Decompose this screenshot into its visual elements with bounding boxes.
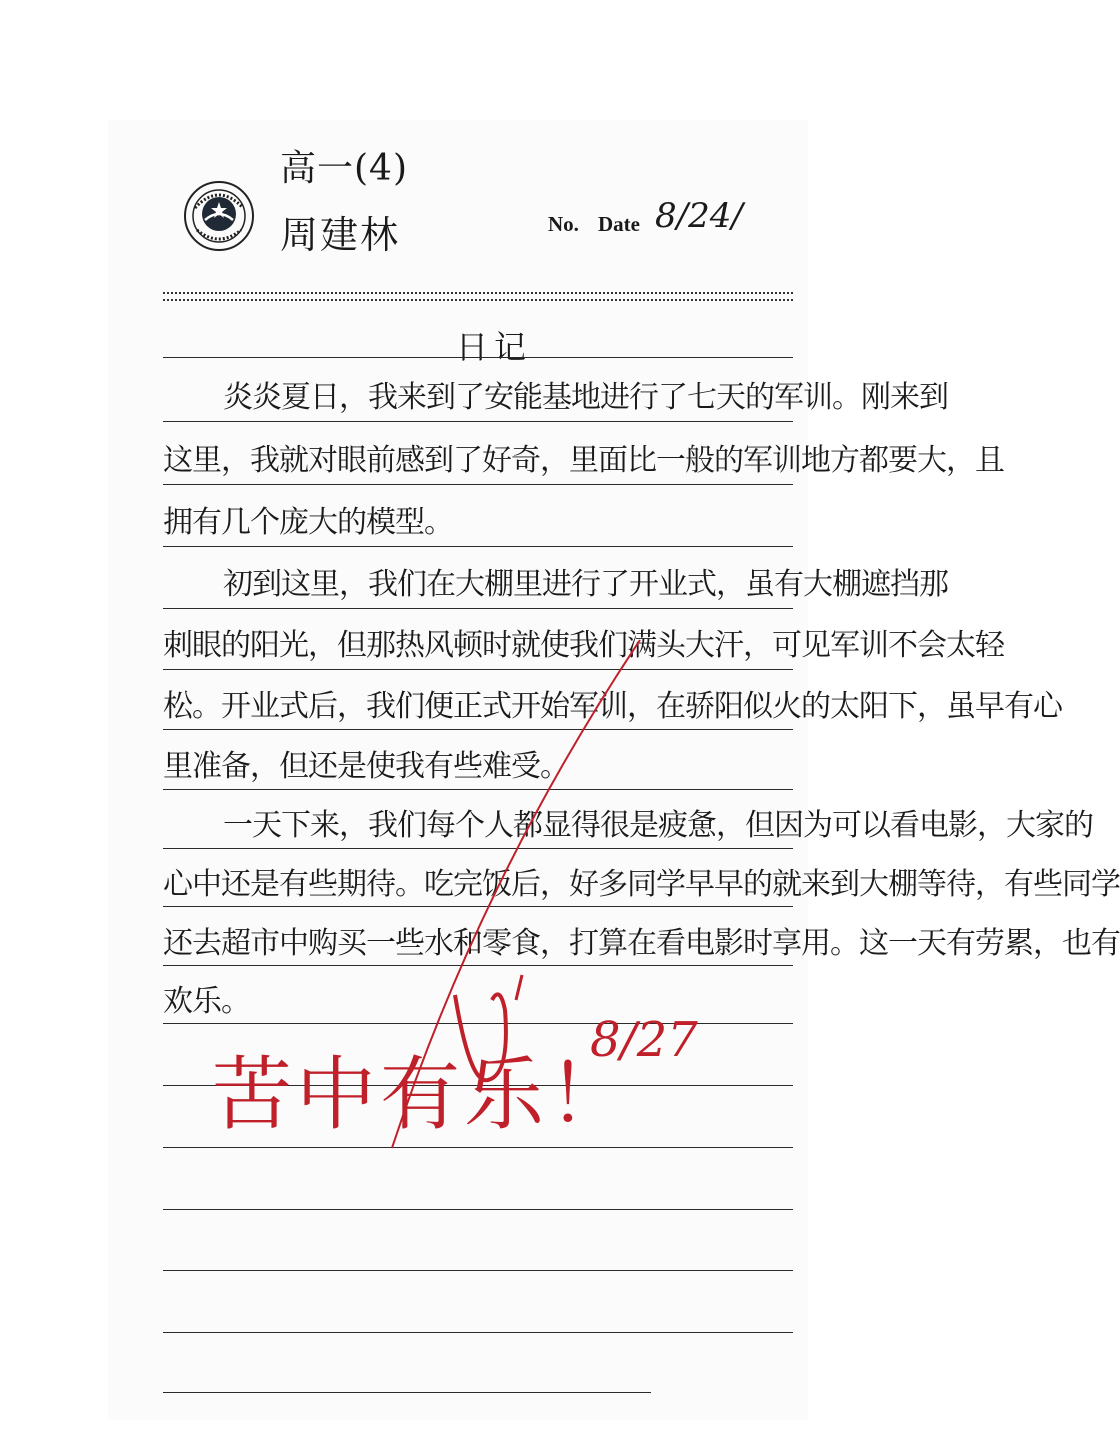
teacher-comment: 苦中有乐！ <box>212 1048 632 1141</box>
class-label: 高一(4) <box>280 148 408 189</box>
diary-line: 初到这里，我们在大棚里进行了开业式，虽有大棚遮挡那 <box>223 567 948 602</box>
diary-line: 一天下来，我们每个人都显得很是疲惫，但因为可以看电影，大家的 <box>223 808 1093 843</box>
diary-line: 炎炎夏日，我来到了安能基地进行了七天的军训。刚来到 <box>223 380 948 415</box>
teacher-date-mark: 8/27 <box>590 1012 698 1068</box>
red-tick-mark <box>516 975 522 1000</box>
diary-title: 日记 <box>456 328 533 366</box>
diary-line: 还去超市中购买一些水和零食，打算在看电影时享用。这一天有劳累，也有 <box>163 926 1120 961</box>
date-label: Date <box>598 212 640 236</box>
date-value: 8/24/ <box>655 196 743 236</box>
diary-line: 心中还是有些期待。吃完饭后，好多同学早早的就来到大棚等待，有些同学 <box>163 867 1120 902</box>
diary-line: 这里，我就对眼前感到了好奇，里面比一般的军训地方都要大，且 <box>163 443 1004 478</box>
diary-line: 欢乐。 <box>163 984 250 1019</box>
diary-line: 刺眼的阳光，但那热风顿时就使我们满头大汗，可见军训不会太轻 <box>163 628 1004 663</box>
student-name: 周建林 <box>280 213 401 257</box>
diary-line: 里准备，但还是使我有些难受。 <box>163 749 569 784</box>
no-label: No. <box>548 212 579 236</box>
diary-line: 拥有几个庞大的模型。 <box>163 505 453 540</box>
diary-line: 松。开业式后，我们便正式开始军训，在骄阳似火的太阳下，虽早有心 <box>163 689 1062 724</box>
